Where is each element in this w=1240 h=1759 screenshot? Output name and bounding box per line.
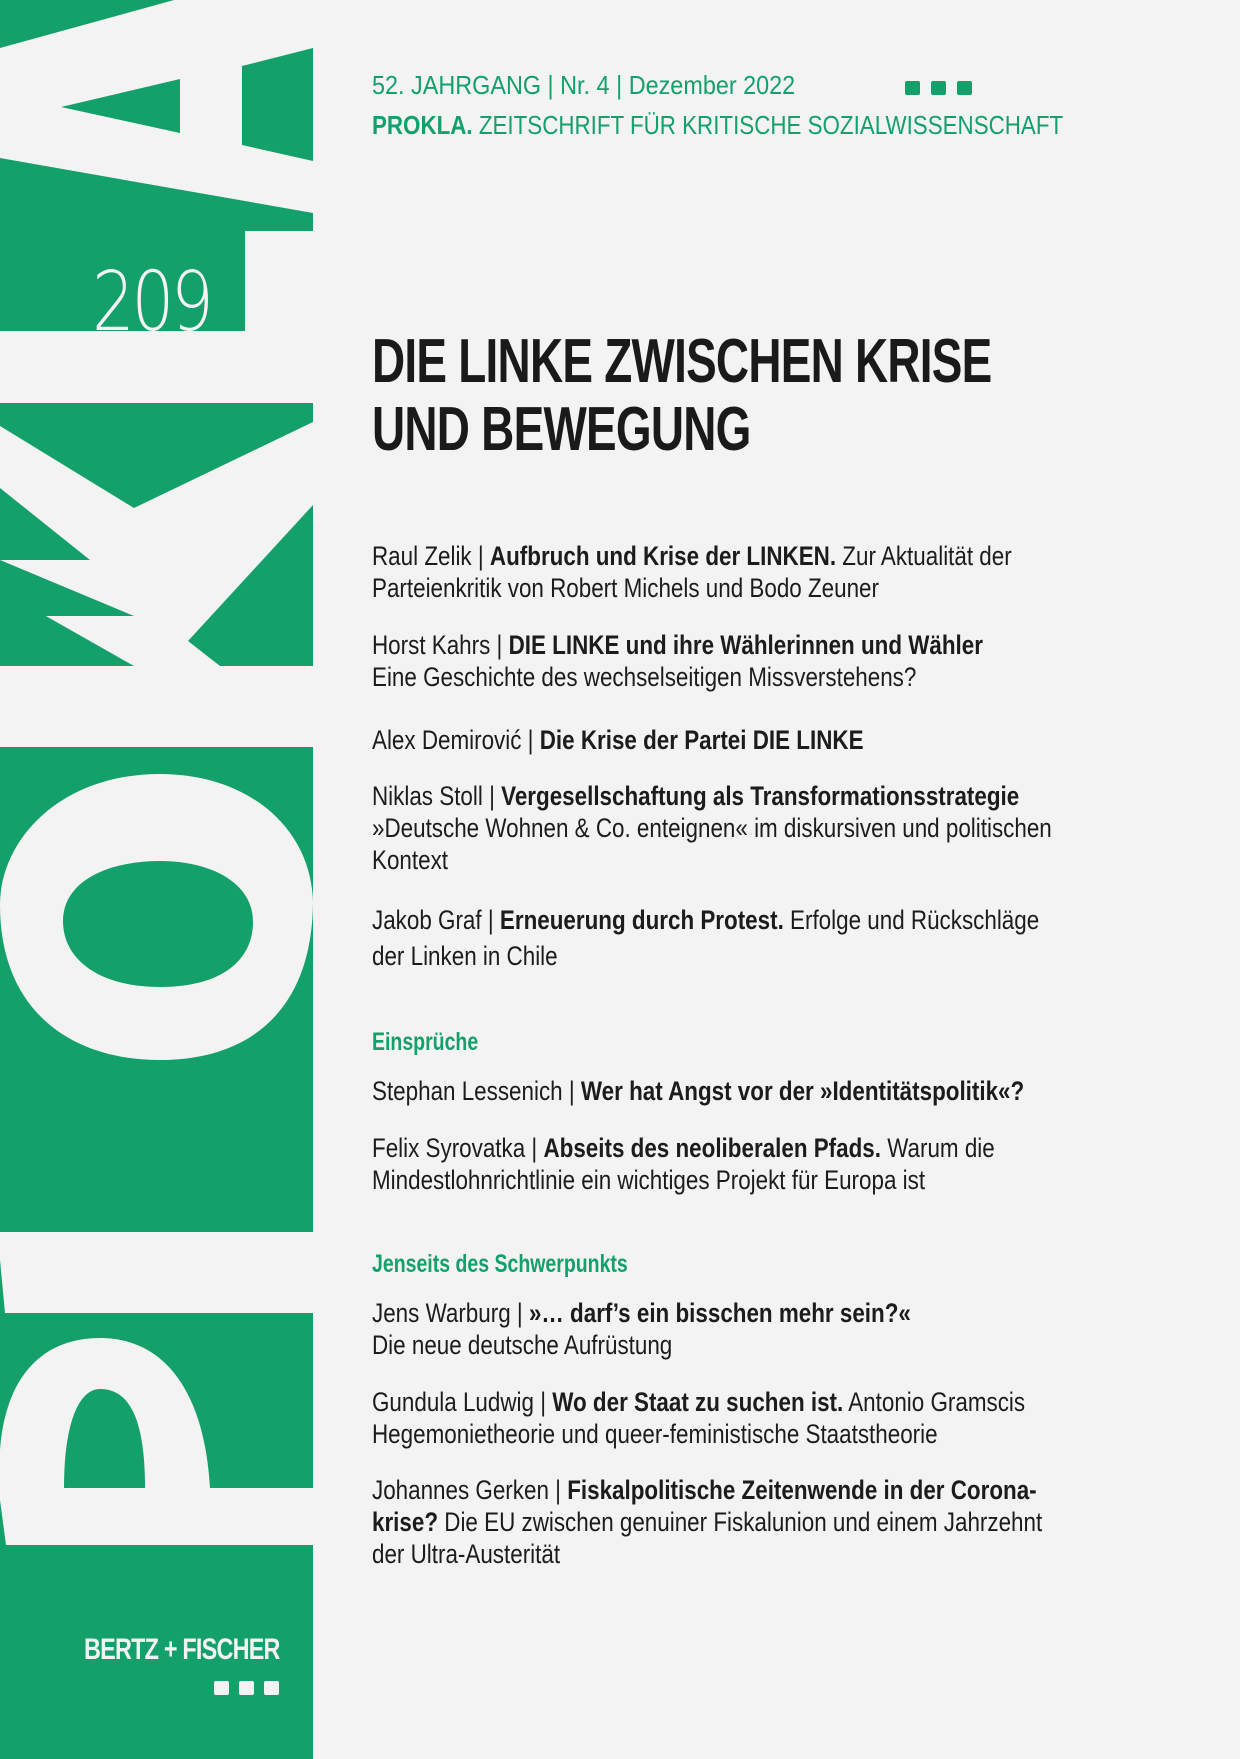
entry-title: Abseits des neoliberalen Pfads. [543, 1133, 881, 1163]
entry-author: Niklas Stoll [372, 781, 483, 811]
entry-subtitle: Die EU zwischen genuiner Fiskalunion und einem Jahrzehnt [444, 1507, 1043, 1537]
entry-title: Fiskalpolitische Zeitenwende in der Corona- [567, 1475, 1037, 1505]
entry-title: Erneuerung durch Protest. [499, 905, 784, 935]
entry-title: Aufbruch und Krise der LINKEN. [489, 541, 837, 571]
entry-subtitle: Warum die [887, 1133, 995, 1163]
separator: | [616, 70, 623, 100]
date-label: Dezember 2022 [628, 70, 796, 100]
journal-brand: PROKLA. [372, 110, 473, 140]
journal-subtitle: ZEITSCHRIFT FÜR KRITISCHE SOZIALWISSENSCHAFT [478, 110, 1064, 140]
entry-title: »… darf’s ein bisschen mehr sein?« [528, 1298, 911, 1328]
issue-title [372, 328, 992, 464]
section-heading-jenseits: Jenseits des Schwerpunkts [372, 1250, 628, 1278]
entry-subtitle: Eine Geschichte des wechselseitigen Missverstehens? [372, 662, 917, 692]
issue-title-line-2: UND BEWEGUNG [372, 395, 751, 464]
entry-author: Jakob Graf [372, 905, 482, 935]
entry-subtitle: Parteienkritik von Robert Michels und Bodo Zeuner [372, 573, 879, 603]
entry-title: krise? [372, 1507, 439, 1537]
issue-label: Nr. 4 [560, 70, 610, 100]
entry-author: Johannes Gerken [372, 1475, 549, 1505]
entry-subtitle: Zur Aktualität der [842, 541, 1012, 571]
entry-subtitle: Die neue deutsche Aufrüstung [372, 1330, 673, 1360]
entry-title: Wer hat Angst vor der »Identitätspolitik«? [580, 1076, 1025, 1106]
issue-title-line-1: DIE LINKE ZWISCHEN KRISE [372, 327, 992, 396]
entry-subtitle: der Linken in Chile [372, 941, 558, 971]
toc-entry: Horst Kahrs | DIE LINKE und ihre Wählerinnen und Wähler Eine Geschichte des wechselseitigen Missverstehens? [372, 630, 983, 692]
issue-meta [372, 70, 795, 101]
header-dots-icon [905, 81, 972, 95]
issue-number: 209 [92, 255, 211, 350]
toc-entry: Raul Zelik | Aufbruch und Krise der LINKEN. Zur Aktualität der Parteienkritik von Robert Michels und Bodo Zeuner [372, 541, 1012, 603]
prokla-wordmark-spine [0, 0, 313, 1759]
entry-author: Felix Syrovatka [372, 1133, 526, 1163]
entry-author: Jens Warburg [372, 1298, 511, 1328]
entry-subtitle: der Ultra-Austerität [372, 1539, 561, 1569]
entry-author: Stephan Lessenich [372, 1076, 563, 1106]
entry-author: Horst Kahrs [372, 630, 491, 660]
entry-subtitle: »Deutsche Wohnen & Co. enteignen« im diskursiven und politischen [372, 813, 1052, 843]
entry-title: Vergesellschaftung als Transformationsstrategie [501, 781, 1020, 811]
entry-subtitle: Kontext [372, 845, 448, 875]
toc-entry: Alex Demirović | Die Krise der Partei DIE LINKE [372, 725, 864, 755]
toc-entry: Jakob Graf | Erneuerung durch Protest. Erfolge und Rückschläge der Linken in Chile [372, 905, 1040, 971]
entry-title: Wo der Staat zu suchen ist. [552, 1387, 844, 1417]
separator: | [547, 70, 554, 100]
toc-entry: Jens Warburg | »… darf’s ein bisschen mehr sein?« Die neue deutsche Aufrüstung [372, 1298, 911, 1360]
entry-title: DIE LINKE und ihre Wählerinnen und Wähler [508, 630, 983, 660]
entry-author: Alex Demirović [372, 725, 522, 755]
toc-entry: Stephan Lessenich | Wer hat Angst vor der »Identitätspolitik«? [372, 1076, 1025, 1106]
volume-label: 52. JAHRGANG [372, 70, 542, 100]
entry-title: Die Krise der Partei DIE LINKE [539, 725, 864, 755]
publisher-name: BERTZ + FISCHER [84, 1633, 280, 1666]
toc-entry: Niklas Stoll | Vergesellschaftung als Transformationsstrategie »Deutsche Wohnen & Co. enteignen« im diskursiven und politischen Kontext [372, 781, 1052, 875]
toc-entry: Gundula Ludwig | Wo der Staat zu suchen ist. Antonio Gramscis Hegemonietheorie und queer-feministische Staatstheorie [372, 1387, 1026, 1449]
entry-author: Raul Zelik [372, 541, 472, 571]
publisher-dots-icon [214, 1681, 279, 1695]
entry-subtitle: Mindestlohnrichtlinie ein wichtiges Projekt für Europa ist [372, 1165, 926, 1195]
publisher-logo [84, 1633, 284, 1667]
toc-entry: Felix Syrovatka | Abseits des neoliberalen Pfads. Warum die Mindestlohnrichtlinie ein wichtiges Projekt für Europa ist [372, 1133, 995, 1195]
toc-entry: Johannes Gerken | Fiskalpolitische Zeitenwende in der Corona- krise? Die EU zwischen genuiner Fiskalunion und einem Jahrzehnt der Ultra-Austerität [372, 1475, 1043, 1569]
entry-subtitle: Antonio Gramscis [848, 1387, 1026, 1417]
section-heading-einsprueche: Einsprüche [372, 1028, 479, 1056]
entry-author: Gundula Ludwig [372, 1387, 534, 1417]
entry-subtitle: Hegemonietheorie und queer-feministische Staatstheorie [372, 1419, 938, 1449]
journal-name [372, 110, 1063, 141]
entry-subtitle: Erfolge und Rückschläge [790, 905, 1040, 935]
